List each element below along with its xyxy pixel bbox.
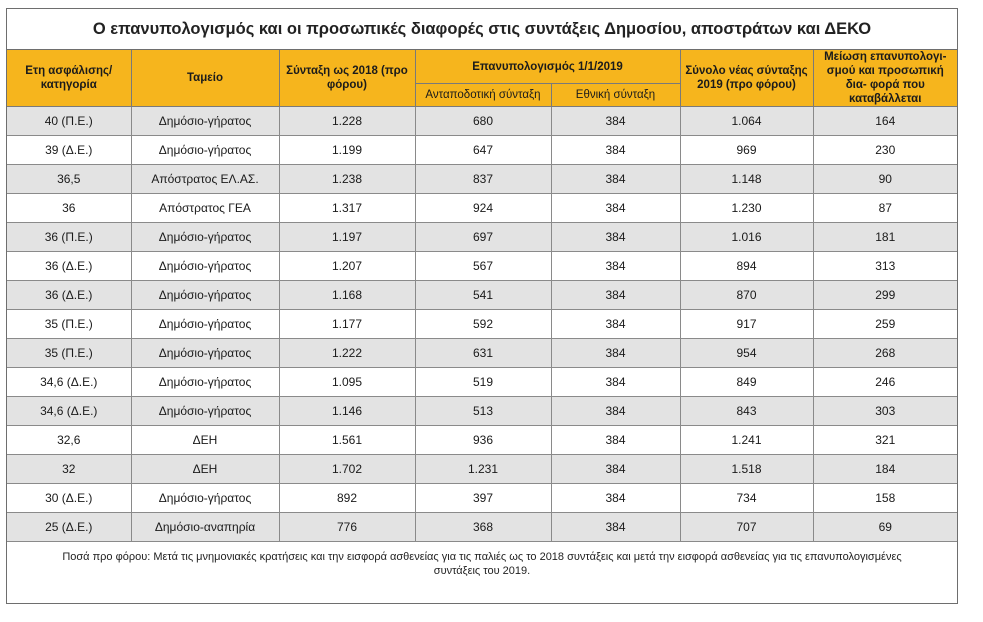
cell-total-2019: 894 <box>680 252 813 281</box>
pension-table <box>7 50 957 542</box>
cell-reduction: 299 <box>813 281 957 310</box>
cell-total-2019: 707 <box>680 513 813 542</box>
table-row <box>7 252 957 281</box>
table-row <box>7 165 957 194</box>
cell-reduction: 230 <box>813 136 957 165</box>
cell-national: 384 <box>551 223 680 252</box>
cell-total-2019: 843 <box>680 397 813 426</box>
cell-contributory: 513 <box>415 397 551 426</box>
cell-total-2019: 870 <box>680 281 813 310</box>
cell-contributory: 397 <box>415 484 551 513</box>
cell-pension-2018: 1.207 <box>279 252 415 281</box>
cell-total-2019: 734 <box>680 484 813 513</box>
cell-pension-2018: 776 <box>279 513 415 542</box>
cell-years: 35 (Π.Ε.) <box>7 339 131 368</box>
cell-pension-2018: 1.228 <box>279 107 415 136</box>
table-row <box>7 339 957 368</box>
cell-contributory: 697 <box>415 223 551 252</box>
cell-pension-2018: 1.146 <box>279 397 415 426</box>
header-contributory-pension: Ανταποδοτική σύνταξη <box>415 84 551 107</box>
cell-national: 384 <box>551 165 680 194</box>
cell-reduction: 303 <box>813 397 957 426</box>
cell-reduction: 259 <box>813 310 957 339</box>
cell-pension-2018: 1.317 <box>279 194 415 223</box>
cell-fund: Δημόσιο-γήρατος <box>131 339 279 368</box>
cell-years: 40 (Π.Ε.) <box>7 107 131 136</box>
cell-years: 30 (Δ.Ε.) <box>7 484 131 513</box>
cell-total-2019: 969 <box>680 136 813 165</box>
cell-contributory: 647 <box>415 136 551 165</box>
table-row <box>7 223 957 252</box>
header-recalculation: Επανυπολογισμός 1/1/2019 <box>415 50 680 84</box>
cell-fund: Απόστρατος ΓΕΑ <box>131 194 279 223</box>
table-row <box>7 194 957 223</box>
cell-contributory: 680 <box>415 107 551 136</box>
cell-national: 384 <box>551 426 680 455</box>
table-title: Ο επανυπολογισμός και οι προσωπικές διαφορές στις συντάξεις Δημοσίου, αποστράτων και ΔΕΚΟ <box>7 9 957 50</box>
cell-total-2019: 1.518 <box>680 455 813 484</box>
cell-national: 384 <box>551 281 680 310</box>
cell-contributory: 1.231 <box>415 455 551 484</box>
table-row <box>7 513 957 542</box>
cell-fund: Δημόσιο-γήρατος <box>131 310 279 339</box>
cell-reduction: 87 <box>813 194 957 223</box>
table-footnote: Ποσά προ φόρου: Μετά τις μνημονιακές κρατήσεις και την εισφορά ασθενείας για τις παλιές ως το 2018 συντάξεις και μετά την εισφορά ασθενείας για τις επανυπολογισμένες συντάξεις του 2019. <box>62 551 902 577</box>
cell-reduction: 268 <box>813 339 957 368</box>
cell-years: 39 (Δ.Ε.) <box>7 136 131 165</box>
cell-total-2019: 849 <box>680 368 813 397</box>
cell-years: 36 <box>7 194 131 223</box>
cell-years: 34,6 (Δ.Ε.) <box>7 397 131 426</box>
cell-contributory: 567 <box>415 252 551 281</box>
cell-contributory: 541 <box>415 281 551 310</box>
cell-contributory: 837 <box>415 165 551 194</box>
cell-contributory: 631 <box>415 339 551 368</box>
cell-years: 25 (Δ.Ε.) <box>7 513 131 542</box>
cell-contributory: 368 <box>415 513 551 542</box>
cell-total-2019: 1.148 <box>680 165 813 194</box>
header-total-2019: Σύνολο νέας σύνταξης 2019 (προ φόρου) <box>680 50 813 107</box>
cell-national: 384 <box>551 484 680 513</box>
table-row <box>7 484 957 513</box>
cell-national: 384 <box>551 368 680 397</box>
cell-reduction: 181 <box>813 223 957 252</box>
cell-contributory: 936 <box>415 426 551 455</box>
cell-years: 35 (Π.Ε.) <box>7 310 131 339</box>
cell-reduction: 90 <box>813 165 957 194</box>
table-row <box>7 136 957 165</box>
cell-fund: Δημόσιο-γήρατος <box>131 281 279 310</box>
cell-pension-2018: 1.095 <box>279 368 415 397</box>
table-body <box>7 107 957 542</box>
cell-national: 384 <box>551 252 680 281</box>
cell-reduction: 321 <box>813 426 957 455</box>
cell-pension-2018: 1.168 <box>279 281 415 310</box>
table-row <box>7 397 957 426</box>
cell-years: 36,5 <box>7 165 131 194</box>
cell-reduction: 164 <box>813 107 957 136</box>
cell-contributory: 924 <box>415 194 551 223</box>
cell-years: 36 (Π.Ε.) <box>7 223 131 252</box>
cell-pension-2018: 892 <box>279 484 415 513</box>
cell-national: 384 <box>551 339 680 368</box>
cell-fund: ΔΕΗ <box>131 426 279 455</box>
cell-pension-2018: 1.197 <box>279 223 415 252</box>
cell-fund: Δημόσιο-γήρατος <box>131 136 279 165</box>
cell-national: 384 <box>551 194 680 223</box>
cell-pension-2018: 1.199 <box>279 136 415 165</box>
header-national-pension: Εθνική σύνταξη <box>551 84 680 107</box>
cell-fund: ΔΕΗ <box>131 455 279 484</box>
cell-years: 36 (Δ.Ε.) <box>7 252 131 281</box>
cell-contributory: 592 <box>415 310 551 339</box>
cell-national: 384 <box>551 455 680 484</box>
header-pension-2018: Σύνταξη ως 2018 (προ φόρου) <box>279 50 415 107</box>
cell-pension-2018: 1.561 <box>279 426 415 455</box>
cell-reduction: 246 <box>813 368 957 397</box>
cell-total-2019: 917 <box>680 310 813 339</box>
header-reduction: Μείωση επανυπολογι- σμού και προσωπική δια- φορά που καταβάλλεται <box>813 50 957 107</box>
cell-national: 384 <box>551 397 680 426</box>
cell-contributory: 519 <box>415 368 551 397</box>
cell-fund: Δημόσιο-γήρατος <box>131 368 279 397</box>
cell-fund: Δημόσιο-γήρατος <box>131 397 279 426</box>
cell-national: 384 <box>551 136 680 165</box>
header-years: Ετη ασφάλισης/ κατηγορία <box>7 50 131 107</box>
cell-reduction: 313 <box>813 252 957 281</box>
header-fund: Ταμείο <box>131 50 279 107</box>
cell-fund: Δημόσιο-γήρατος <box>131 223 279 252</box>
cell-fund: Δημόσιο-αναπηρία <box>131 513 279 542</box>
table-row <box>7 281 957 310</box>
cell-pension-2018: 1.222 <box>279 339 415 368</box>
cell-total-2019: 1.230 <box>680 194 813 223</box>
cell-reduction: 158 <box>813 484 957 513</box>
cell-national: 384 <box>551 513 680 542</box>
cell-reduction: 69 <box>813 513 957 542</box>
cell-years: 32,6 <box>7 426 131 455</box>
cell-fund: Απόστρατος ΕΛ.ΑΣ. <box>131 165 279 194</box>
cell-pension-2018: 1.702 <box>279 455 415 484</box>
cell-total-2019: 954 <box>680 339 813 368</box>
cell-pension-2018: 1.177 <box>279 310 415 339</box>
table-row <box>7 426 957 455</box>
pension-table-frame <box>6 8 958 604</box>
cell-fund: Δημόσιο-γήρατος <box>131 484 279 513</box>
cell-total-2019: 1.016 <box>680 223 813 252</box>
cell-national: 384 <box>551 310 680 339</box>
cell-total-2019: 1.241 <box>680 426 813 455</box>
cell-national: 384 <box>551 107 680 136</box>
cell-reduction: 184 <box>813 455 957 484</box>
cell-pension-2018: 1.238 <box>279 165 415 194</box>
cell-years: 32 <box>7 455 131 484</box>
cell-years: 36 (Δ.Ε.) <box>7 281 131 310</box>
table-row <box>7 368 957 397</box>
cell-total-2019: 1.064 <box>680 107 813 136</box>
table-row <box>7 310 957 339</box>
cell-fund: Δημόσιο-γήρατος <box>131 107 279 136</box>
cell-fund: Δημόσιο-γήρατος <box>131 252 279 281</box>
cell-years: 34,6 (Δ.Ε.) <box>7 368 131 397</box>
table-row <box>7 455 957 484</box>
table-row <box>7 107 957 136</box>
